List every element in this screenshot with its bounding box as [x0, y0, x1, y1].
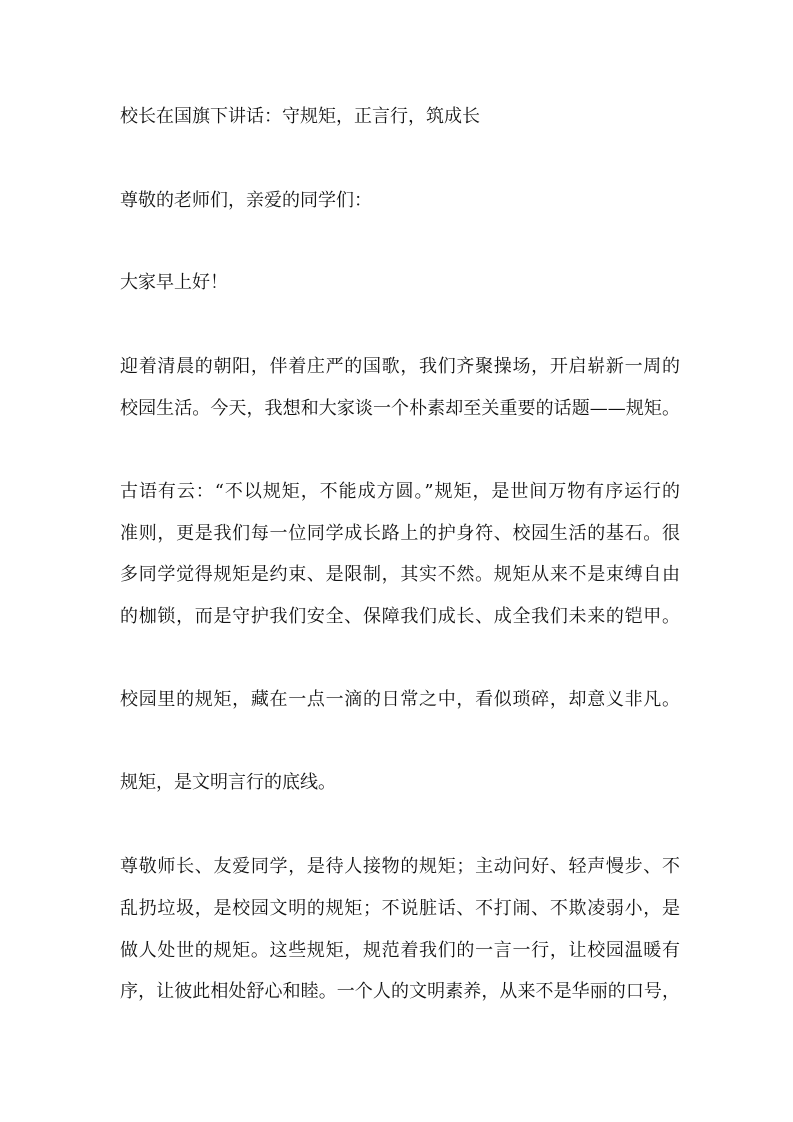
paragraph-3: 校园里的规矩，藏在一点一滴的日常之中，看似琐碎，却意义非凡。	[120, 689, 680, 710]
paragraph-4: 规矩，是文明言行的底线。	[120, 772, 336, 793]
paragraph-5-line-1: 尊敬师长、友爱同学，是待人接物的规矩；主动问好、轻声慢步、不	[120, 856, 680, 877]
salutation: 尊敬的老师们，亲爱的同学们：	[120, 190, 372, 211]
paragraph-1-line-1: 迎着清晨的朝阳，伴着庄严的国歌，我们齐聚操场，开启崭新一周的	[120, 356, 680, 377]
paragraph-5-line-4: 序，让彼此相处舒心和睦。一个人的文明素养，从来不是华丽的口号，	[120, 981, 680, 1002]
paragraph-2-line-2: 准则，更是我们每一位同学成长路上的护身符、校园生活的基石。很	[120, 523, 680, 544]
speech-title: 校长在国旗下讲话：守规矩，正言行，筑成长	[120, 106, 480, 127]
paragraph-5-line-3: 做人处世的规矩。这些规矩，规范着我们的一言一行，让校园温暖有	[120, 940, 680, 961]
paragraph-2-line-4: 的枷锁，而是守护我们安全、保障我们成长、成全我们未来的铠甲。	[120, 606, 680, 627]
greeting: 大家早上好！	[120, 272, 228, 293]
paragraph-1-line-2: 校园生活。今天，我想和大家谈一个朴素却至关重要的话题——规矩。	[120, 398, 680, 419]
paragraph-5-line-2: 乱扔垃圾，是校园文明的规矩；不说脏话、不打闹、不欺凌弱小，是	[120, 898, 680, 919]
paragraph-2-line-1: 古语有云：“不以规矩，不能成方圆。”规矩，是世间万物有序运行的	[120, 481, 680, 502]
paragraph-2-line-3: 多同学觉得规矩是约束、是限制，其实不然。规矩从来不是束缚自由	[120, 564, 680, 585]
